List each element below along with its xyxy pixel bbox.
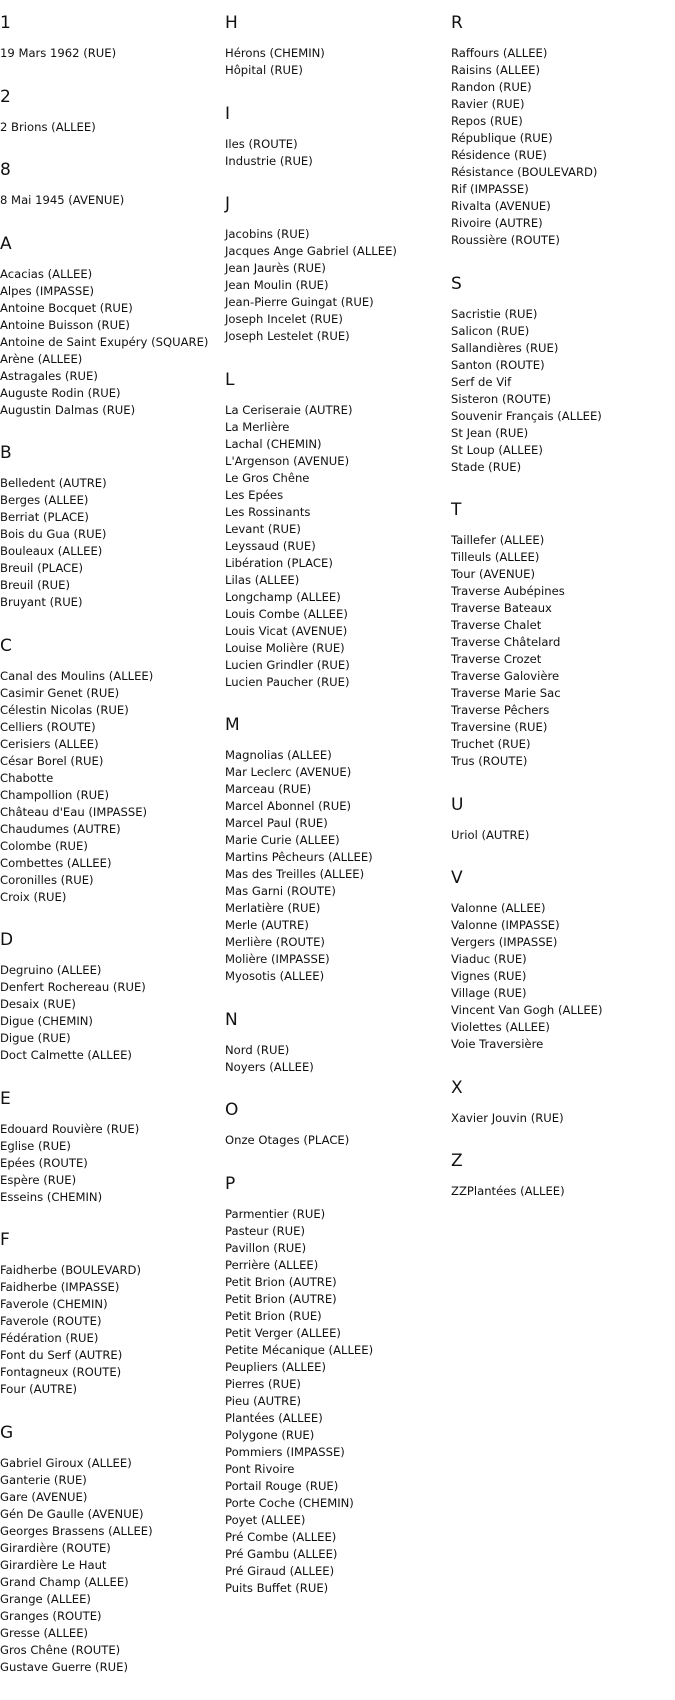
street-link[interactable]: Vincent Van Gogh (ALLEE)	[451, 1003, 603, 1017]
street-link[interactable]: Mas Garni (ROUTE)	[225, 884, 336, 898]
street-link[interactable]: Pierres (RUE)	[225, 1376, 301, 1391]
street-link[interactable]: Antoine de Saint Exupéry (SQUARE)	[0, 334, 209, 349]
street-link[interactable]: Traverse Galovière	[451, 669, 560, 683]
section-letter-heading: E	[0, 1088, 11, 1109]
street-link[interactable]: Mar Leclerc (AVENUE)	[225, 765, 352, 779]
street-link[interactable]: Granges (ROUTE)	[0, 1608, 102, 1623]
street-list	[0, 45, 222, 62]
letter-section	[225, 1174, 447, 1597]
street-link[interactable]: Violettes (ALLEE)	[451, 1020, 550, 1034]
street-link[interactable]: Bruyant (RUE)	[0, 595, 83, 609]
street-link[interactable]: Astragales (RUE)	[0, 368, 98, 383]
section-letter-heading: T	[451, 500, 462, 520]
street-link[interactable]: Repos (RUE)	[451, 114, 523, 128]
street-link[interactable]: Longchamp (ALLEE)	[225, 589, 341, 604]
street-link[interactable]: Polygone (RUE)	[225, 1427, 315, 1442]
street-link[interactable]: Pré Giraud (ALLEE)	[225, 1563, 335, 1578]
street-link[interactable]: St Loup (ALLEE)	[451, 442, 543, 457]
street-link[interactable]: Jean Moulin (RUE)	[225, 278, 329, 292]
section-letter-heading: I	[225, 103, 231, 124]
street-link[interactable]: Rivoire (AUTRE)	[451, 216, 543, 230]
street-link[interactable]: Sisteron (ROUTE)	[451, 391, 552, 406]
section-letter-heading: G	[0, 1422, 14, 1443]
street-link[interactable]: Tour (AVENUE)	[451, 567, 535, 581]
street-list	[451, 827, 673, 844]
street-link[interactable]: Croix (RUE)	[0, 889, 67, 904]
street-link[interactable]: Pont Rivoire	[225, 1461, 295, 1476]
street-link[interactable]: Valonne (ALLEE)	[451, 901, 546, 915]
street-link[interactable]: Uriol (AUTRE)	[451, 827, 530, 842]
street-link[interactable]: Parmentier (RUE)	[225, 1206, 326, 1221]
street-link[interactable]: Acacias (ALLEE)	[0, 266, 93, 281]
street-link[interactable]: Fédération (RUE)	[0, 1331, 99, 1345]
street-link[interactable]: Levant (RUE)	[225, 521, 301, 536]
section-letter-heading: M	[225, 715, 240, 735]
street-list	[451, 532, 673, 770]
letter-section	[0, 443, 222, 611]
street-link[interactable]: Pommiers (IMPASSE)	[225, 1444, 345, 1459]
letter-section	[451, 1151, 673, 1200]
section-letter-heading: P	[225, 1173, 236, 1194]
street-link[interactable]: Doct Calmette (ALLEE)	[0, 1048, 132, 1062]
street-link[interactable]: Magnolias (ALLEE)	[225, 748, 332, 762]
street-link[interactable]: Gustave Guerre (RUE)	[0, 1659, 128, 1674]
street-link[interactable]: Louis Vicat (AVENUE)	[225, 623, 348, 638]
street-link[interactable]: Esseins (CHEMIN)	[0, 1189, 103, 1204]
street-link[interactable]: Puits Buffet (RUE)	[225, 1580, 329, 1595]
street-link[interactable]: Colombe (RUE)	[0, 838, 88, 853]
street-link[interactable]: Petite Mécanique (ALLEE)	[225, 1342, 374, 1357]
street-link[interactable]: Faidherbe (BOULEVARD)	[0, 1263, 142, 1277]
street-link[interactable]: Hôpital (RUE)	[225, 63, 303, 77]
street-link[interactable]: Viaduc (RUE)	[451, 952, 527, 966]
street-link[interactable]: Peupliers (ALLEE)	[225, 1359, 327, 1374]
street-link[interactable]: Merlatière (RUE)	[225, 901, 321, 915]
street-link[interactable]: Santon (ROUTE)	[451, 357, 545, 372]
street-link[interactable]: Antoine Buisson (RUE)	[0, 317, 130, 332]
section-letter-heading: X	[451, 1077, 463, 1098]
street-link[interactable]: Espère (RUE)	[0, 1172, 77, 1187]
street-link[interactable]: Poyet (ALLEE)	[225, 1512, 306, 1527]
street-link[interactable]: Joseph Incelet (RUE)	[225, 312, 343, 326]
street-link[interactable]: Belledent (AUTRE)	[0, 476, 107, 490]
section-letter-heading: F	[0, 1230, 10, 1250]
street-link[interactable]: Merlière (ROUTE)	[225, 935, 325, 949]
section-letter-heading: N	[225, 1009, 238, 1030]
street-list	[0, 962, 222, 1064]
street-link[interactable]: Faverole (CHEMIN)	[0, 1297, 108, 1311]
street-list	[225, 1132, 447, 1149]
letter-section	[225, 194, 447, 345]
street-link[interactable]: Lucien Grindler (RUE)	[225, 657, 350, 672]
street-link[interactable]: Celliers (ROUTE)	[0, 719, 96, 734]
street-link[interactable]: Eglise (RUE)	[0, 1138, 71, 1153]
street-link[interactable]: Onze Otages (PLACE)	[225, 1133, 350, 1147]
street-link[interactable]: Canal des Moulins (ALLEE)	[0, 668, 154, 683]
letter-section	[225, 13, 447, 79]
street-link[interactable]: Les Epées	[225, 487, 284, 502]
street-link[interactable]: Célestin Nicolas (RUE)	[0, 702, 129, 717]
street-link[interactable]: Noyers (ALLEE)	[225, 1059, 314, 1074]
letter-section	[0, 160, 222, 209]
section-letter-heading: 1	[0, 13, 11, 33]
street-link[interactable]: Vignes (RUE)	[451, 969, 527, 983]
street-link[interactable]: Coronilles (RUE)	[0, 872, 94, 887]
street-link[interactable]: ZZPlantées (ALLEE)	[451, 1184, 565, 1198]
street-link[interactable]: Marceau (RUE)	[225, 782, 312, 796]
street-link[interactable]: Raisins (ALLEE)	[451, 63, 541, 77]
street-link[interactable]: Chaudumes (AUTRE)	[0, 821, 121, 836]
street-list	[225, 402, 447, 691]
section-letter-heading: B	[0, 443, 12, 463]
street-link[interactable]: Digue (RUE)	[0, 1031, 71, 1045]
street-list	[0, 266, 222, 419]
street-link[interactable]: Breuil (PLACE)	[0, 561, 83, 575]
street-list	[225, 747, 447, 985]
street-link[interactable]: Alpes (IMPASSE)	[0, 283, 95, 298]
street-link[interactable]: Libération (PLACE)	[225, 555, 333, 570]
street-list	[451, 306, 673, 476]
index-column-2	[225, 13, 447, 1621]
street-list	[451, 1110, 673, 1127]
street-link[interactable]: Berriat (PLACE)	[0, 510, 89, 524]
street-link[interactable]: Merle (AUTRE)	[225, 918, 309, 932]
street-link[interactable]: Ravier (RUE)	[451, 97, 525, 111]
letter-section	[451, 795, 673, 844]
street-link[interactable]: Petit Brion (AUTRE)	[225, 1291, 337, 1306]
street-link[interactable]: 19 Mars 1962 (RUE)	[0, 46, 117, 60]
street-link[interactable]: Pré Combe (ALLEE)	[225, 1529, 337, 1544]
letter-section	[0, 636, 222, 906]
street-link[interactable]: Leyssaud (RUE)	[225, 538, 316, 553]
street-link[interactable]: Pieu (AUTRE)	[225, 1393, 302, 1408]
street-link[interactable]: Grange (ALLEE)	[0, 1591, 91, 1606]
street-list	[225, 1042, 447, 1076]
letter-section	[225, 370, 447, 691]
street-link[interactable]: Desaix (RUE)	[0, 997, 76, 1011]
street-link[interactable]: Mas des Treilles (ALLEE)	[225, 867, 365, 881]
street-link[interactable]: Louise Molière (RUE)	[225, 640, 345, 655]
street-link[interactable]: Chabotte	[0, 770, 54, 785]
street-link[interactable]: Augustin Dalmas (RUE)	[0, 402, 136, 417]
street-link[interactable]: Industrie (RUE)	[225, 153, 313, 168]
street-link[interactable]: 8 Mai 1945 (AVENUE)	[0, 193, 125, 207]
street-link[interactable]: Plantées (ALLEE)	[225, 1410, 323, 1425]
section-letter-heading: 8	[0, 160, 11, 180]
street-link[interactable]: Myosotis (ALLEE)	[225, 969, 325, 983]
street-link[interactable]: Vergers (IMPASSE)	[451, 935, 558, 949]
street-link[interactable]: Voie Traversière	[451, 1037, 544, 1051]
letter-section	[451, 1078, 673, 1127]
section-letter-heading: U	[451, 794, 464, 815]
street-link[interactable]: Gabriel Giroux (ALLEE)	[0, 1455, 132, 1470]
street-list	[0, 119, 222, 136]
street-link[interactable]: Nord (RUE)	[225, 1042, 290, 1057]
street-link[interactable]: Jacques Ange Gabriel (ALLEE)	[225, 244, 397, 258]
letter-section	[451, 13, 673, 249]
street-list	[451, 1183, 673, 1200]
street-list	[451, 900, 673, 1053]
street-link[interactable]: Valonne (IMPASSE)	[451, 918, 560, 932]
street-link[interactable]: Porte Coche (CHEMIN)	[225, 1495, 354, 1510]
street-link[interactable]: Château d'Eau (IMPASSE)	[0, 804, 148, 819]
street-link[interactable]: Sallandières (RUE)	[451, 340, 559, 355]
section-letter-heading: R	[451, 13, 463, 33]
street-link[interactable]: Roussière (ROUTE)	[451, 233, 560, 247]
street-link[interactable]: Arène (ALLEE)	[0, 351, 83, 366]
street-link[interactable]: Taillefer (ALLEE)	[451, 533, 545, 547]
street-link[interactable]: Traverse Aubépines	[451, 584, 565, 598]
street-link[interactable]: Pavillon (RUE)	[225, 1240, 307, 1255]
letter-section	[0, 930, 222, 1064]
street-list	[451, 45, 673, 249]
street-link[interactable]: Serf de Vif	[451, 374, 512, 389]
street-link[interactable]: Lachal (CHEMIN)	[225, 436, 322, 451]
street-link[interactable]: Traverse Crozet	[451, 652, 542, 666]
street-link[interactable]: Degruino (ALLEE)	[0, 963, 102, 977]
section-letter-heading: A	[0, 233, 12, 254]
section-letter-heading: D	[0, 930, 14, 950]
street-link[interactable]: Sacristie (RUE)	[451, 306, 538, 321]
street-link[interactable]: Font du Serf (AUTRE)	[0, 1348, 123, 1362]
letter-section	[0, 1089, 222, 1206]
street-link[interactable]: La Merlière	[225, 419, 290, 434]
street-link[interactable]: Joseph Lestelet (RUE)	[225, 329, 350, 343]
street-link[interactable]: Trus (ROUTE)	[451, 754, 528, 768]
street-link[interactable]: Gros Chêne (ROUTE)	[0, 1642, 121, 1657]
letter-section	[225, 104, 447, 170]
street-link[interactable]: 2 Brions (ALLEE)	[0, 119, 96, 134]
street-link[interactable]: Epées (ROUTE)	[0, 1155, 88, 1170]
letter-section	[451, 500, 673, 770]
letter-section	[451, 274, 673, 476]
street-link[interactable]: Traverse Marie Sac	[451, 686, 561, 700]
street-link[interactable]: Cerisiers (ALLEE)	[0, 736, 99, 751]
street-link[interactable]: Gresse (ALLEE)	[0, 1625, 89, 1640]
street-link[interactable]: Breuil (RUE)	[0, 578, 70, 592]
street-link[interactable]: Petit Verger (ALLEE)	[225, 1325, 341, 1340]
street-link[interactable]: Traverse Pêchers	[451, 703, 550, 717]
street-link[interactable]: Portail Rouge (RUE)	[225, 1478, 339, 1493]
street-link[interactable]: Louis Combe (ALLEE)	[225, 606, 348, 621]
street-link[interactable]: Berges (ALLEE)	[0, 493, 89, 507]
street-link[interactable]: Edouard Rouvière (RUE)	[0, 1121, 140, 1136]
street-link[interactable]: Combettes (ALLEE)	[0, 855, 112, 870]
street-link[interactable]: Résistance (BOULEVARD)	[451, 165, 598, 179]
letter-section	[0, 1423, 222, 1676]
section-letter-heading: H	[225, 13, 238, 33]
street-link[interactable]: Bouleaux (ALLEE)	[0, 544, 103, 558]
street-link[interactable]: Tilleuls (ALLEE)	[451, 550, 540, 564]
street-link[interactable]: Marcel Paul (RUE)	[225, 816, 328, 830]
letter-section	[225, 1100, 447, 1149]
street-link[interactable]: Stade (RUE)	[451, 459, 522, 474]
street-link[interactable]: Jean Jaurès (RUE)	[225, 261, 326, 275]
street-link[interactable]: Perrière (ALLEE)	[225, 1257, 319, 1272]
street-link[interactable]: Marcel Abonnel (RUE)	[225, 799, 352, 813]
street-link[interactable]: Truchet (RUE)	[451, 737, 531, 751]
street-list	[225, 136, 447, 170]
letter-section	[0, 1230, 222, 1398]
street-link[interactable]: Résidence (RUE)	[451, 148, 547, 162]
street-link[interactable]: Gén De Gaulle (AVENUE)	[0, 1506, 144, 1521]
street-link[interactable]: Traverse Chalet	[451, 618, 542, 632]
street-link[interactable]: Raffours (ALLEE)	[451, 46, 548, 60]
section-letter-heading: L	[225, 369, 235, 390]
section-letter-heading: V	[451, 868, 463, 888]
street-link[interactable]: Grand Champ (ALLEE)	[0, 1574, 129, 1589]
street-link[interactable]: Bois du Gua (RUE)	[0, 527, 107, 541]
street-list	[0, 1262, 222, 1398]
letter-section	[451, 868, 673, 1053]
street-link[interactable]: République (RUE)	[451, 131, 553, 145]
section-letter-heading: Z	[451, 1151, 463, 1171]
street-link[interactable]: Jean-Pierre Guingat (RUE)	[225, 295, 374, 309]
street-link[interactable]: Georges Brassens (ALLEE)	[0, 1523, 153, 1538]
street-list	[0, 1121, 222, 1206]
street-list	[225, 1206, 447, 1597]
street-link[interactable]: Pasteur (RUE)	[225, 1223, 306, 1238]
street-link[interactable]: Jacobins (RUE)	[225, 227, 310, 241]
street-link[interactable]: Le Gros Chêne	[225, 470, 310, 485]
section-letter-heading: 2	[0, 86, 11, 107]
letter-section	[225, 715, 447, 985]
street-list	[0, 475, 222, 611]
street-link[interactable]: Xavier Jouvin (RUE)	[451, 1110, 564, 1125]
street-link[interactable]: Traverse Bateaux	[451, 601, 552, 615]
street-link[interactable]: Lilas (ALLEE)	[225, 572, 300, 587]
street-link[interactable]: Digue (CHEMIN)	[0, 1014, 93, 1028]
street-link[interactable]: St Jean (RUE)	[451, 425, 529, 440]
index-column-1	[0, 13, 222, 1700]
street-link[interactable]: Rif (IMPASSE)	[451, 182, 529, 196]
street-link[interactable]: Molière (IMPASSE)	[225, 952, 330, 966]
letter-section	[0, 87, 222, 136]
street-link[interactable]: Marie Curie (ALLEE)	[225, 833, 340, 847]
street-link[interactable]: Fontagneux (ROUTE)	[0, 1365, 122, 1379]
street-link[interactable]: Village (RUE)	[451, 986, 527, 1000]
street-link[interactable]: Faverole (ROUTE)	[0, 1314, 102, 1328]
letter-section	[0, 234, 222, 419]
street-link[interactable]: Denfert Rochereau (RUE)	[0, 980, 146, 994]
index-column-3	[451, 13, 673, 1225]
street-link[interactable]: Auguste Rodin (RUE)	[0, 385, 121, 400]
street-link[interactable]: Petit Brion (AUTRE)	[225, 1274, 337, 1289]
section-letter-heading: C	[0, 635, 12, 656]
street-link[interactable]: L'Argenson (AVENUE)	[225, 453, 350, 468]
street-link[interactable]: Lucien Paucher (RUE)	[225, 674, 350, 689]
street-link[interactable]: Souvenir Français (ALLEE)	[451, 408, 602, 423]
street-link[interactable]: Four (AUTRE)	[0, 1382, 78, 1396]
street-link[interactable]: Girardière (ROUTE)	[0, 1540, 111, 1555]
street-link[interactable]: Gare (AVENUE)	[0, 1489, 88, 1504]
street-link[interactable]: Iles (ROUTE)	[225, 136, 298, 151]
street-link[interactable]: Pré Gambu (ALLEE)	[225, 1546, 338, 1561]
section-letter-heading: O	[225, 1100, 239, 1120]
street-link[interactable]: Champollion (RUE)	[0, 787, 109, 802]
street-link[interactable]: Girardière Le Haut	[0, 1557, 107, 1572]
street-link[interactable]: Traverse Châtelard	[451, 635, 561, 649]
street-link[interactable]: Martins Pêcheurs (ALLEE)	[225, 850, 373, 864]
letter-section	[225, 1010, 447, 1076]
street-link[interactable]: Traversine (RUE)	[451, 720, 548, 734]
street-link[interactable]: Ganterie (RUE)	[0, 1472, 87, 1487]
street-link[interactable]: La Ceriseraie (AUTRE)	[225, 402, 353, 417]
street-list	[0, 192, 222, 209]
letter-section	[0, 13, 222, 62]
street-link[interactable]: Salicon (RUE)	[451, 323, 530, 338]
street-link[interactable]: Petit Brion (RUE)	[225, 1308, 322, 1323]
street-link[interactable]: Casimir Genet (RUE)	[0, 685, 120, 700]
street-list	[225, 45, 447, 79]
street-link[interactable]: Faidherbe (IMPASSE)	[0, 1280, 120, 1294]
street-link[interactable]: Hérons (CHEMIN)	[225, 46, 325, 60]
street-list	[0, 1455, 222, 1676]
section-letter-heading: S	[451, 273, 462, 294]
street-link[interactable]: Les Rossinants	[225, 504, 311, 519]
street-link[interactable]: Rivalta (AVENUE)	[451, 199, 551, 213]
street-link[interactable]: César Borel (RUE)	[0, 753, 104, 768]
section-letter-heading: J	[225, 194, 231, 214]
street-list	[225, 226, 447, 345]
street-list	[0, 668, 222, 906]
street-link[interactable]: Antoine Bocquet (RUE)	[0, 300, 133, 315]
street-link[interactable]: Randon (RUE)	[451, 80, 532, 94]
